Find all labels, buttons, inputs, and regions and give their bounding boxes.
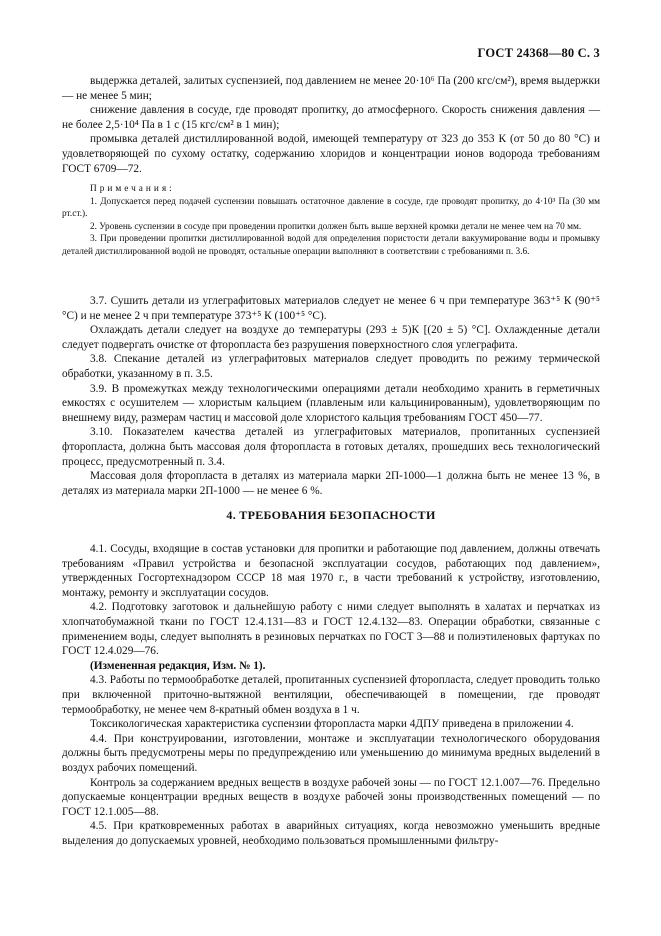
section-heading [62, 508, 600, 523]
notes-block [62, 183, 600, 259]
paragraph: 4.1. Сосуды, входящие в состав установки для пропитки и работающие под давлением, должны отвечать требованиям «Правил устройства и безопасной эксплуатации сосудов, работающих под давлением», утвержденных Госгортехнадзором СССР 18 мая 1970 г., в части требований к устройству, изготовлению, монтажу, ремонту и эксплуатации сосудов. [62, 543, 600, 599]
amendment-note: (Измененная редакция, Изм. № 1). [90, 659, 266, 672]
note-item: 2. Уровень суспензии в сосуде при проведении пропитки должен быть выше верхней кромки детали не менее чем на 70 мм. [90, 221, 582, 232]
note-item: 3. При проведении пропитки дистиллированной водой для определения пористости детали вакуумирование воды и промывку деталей дистиллированной водой не проводят, остальные операции выполняют в соответствии с требованиями п. 3.6. [62, 234, 600, 257]
paragraph: Токсикологическая характеристика суспензии фторопласта марки 4ДПУ приведена в приложении 4. [90, 718, 574, 731]
paragraph: 4.4. При конструировании, изготовлении, монтаже и эксплуатации технологического оборудования должны быть предусмотрены меры по предупреждению или уменьшению до минимума вредных выделений в воздух рабочих помещений. [62, 732, 600, 774]
section-body [62, 542, 600, 848]
paragraph: промывка деталей дистиллированной водой, имеющей температуру от 323 до 353 К (от 50 до 80 °С) и удовлетворяющей по сухому остатку, содержанию хлоридов и концентрации ионов водорода требованиям ГОСТ 6709—72. [62, 133, 600, 175]
paragraph: Контроль за содержанием вредных веществ в воздухе рабочей зоны — по ГОСТ 12.1.007—76. Предельно допускаемые концентрации вредных веществ в воздухе рабочей зоны производственных помещений — по ГОСТ 12.1.005—88. [62, 776, 600, 818]
clauses-block [62, 294, 600, 498]
clause: 3.7. Сушить детали из углеграфитовых материалов следует не менее 6 ч при температуре 363⁺⁵ К (90⁺⁵ °С) и не менее 2 ч при температуре 373⁺⁵ К (100⁺⁵ °С). [62, 295, 600, 322]
clause: 3.10. Показателем качества деталей из углеграфитовых материалов, пропитанных суспензией фторопласта, должна быть массовая доля фторопласта в готовых деталях, прошедших весь технологический процесс, предусмотренный п. 3.4. [62, 426, 600, 468]
top-paragraphs [62, 74, 600, 176]
paragraph: 4.5. При кратковременных работах в аварийных ситуациях, когда невозможно уменьшить вредные выделения до допускаемых уровней, необходимо пользоваться промышленными фильтру- [62, 820, 600, 847]
clause: Охлаждать детали следует на воздухе до температуры (293 ± 5)К [(20 ± 5) °С]. Охлажденные детали следует подвергать очистке от фторопласта без разрушения поверхностного слоя углеграфита. [62, 324, 600, 351]
clause: 3.8. Спекание деталей из углеграфитовых материалов следует проводить по режиму термической обработки, указанному в п. 3.5. [62, 353, 600, 380]
note-item: 1. Допускается перед подачей суспензии повышать остаточное давление в сосуде, где проводят пропитку, до 4·10³ Па (30 мм рт.ст.). [62, 196, 600, 220]
paragraph: 4.2. Подготовку заготовок и дальнейшую работу с ними следует выполнять в халатах и перчатках из хлопчатобумажной ткани по ГОСТ 12.4.131—83 и ГОСТ 12.4.132—83. Операции обработки, связанные с применением воды, следует выполнять в резиновых перчатках по ГОСТ 3—88 и полиэтиленовых фартуках по ГОСТ 12.4.029—76. [62, 601, 600, 658]
section-title: 4. ТРЕБОВАНИЯ БЕЗОПАСНОСТИ [226, 508, 436, 522]
paragraph: снижение давления в сосуде, где проводят пропитку, до атмосферного. Скорость снижения давления — не более 2,5·10⁴ Па в 1 с (15 кгс/см² в 1 мин); [62, 104, 600, 131]
paragraph: 4.3. Работы по термообработке деталей, пропитанных суспензией фторопласта, следует проводить только при включенной приточно-вытяжной вентиляции, обеспечивающей в помещении, где проводят термообработку, не менее чем 8-кратный обмен воздуха в 1 ч. [62, 674, 601, 716]
notes-title: Примечания: [90, 184, 175, 194]
clause: 3.9. В промежутках между технологическими операциями детали необходимо хранить в герметичных емкостях с осушителем — хлористым кальцием (плавленым или кальцинированным), удовлетворяющим по внешнему виду, размерам частиц и массовой доле хлористого кальция требованиям ГОСТ 450—77. [62, 382, 600, 424]
paragraph: выдержка деталей, залитых суспензией, под давлением не менее 20·10⁶ Па (200 кгс/см²), время выдержки — не менее 5 мин; [62, 75, 600, 102]
page-header: ГОСТ 24368—80 С. 3 [477, 46, 600, 60]
clause: Массовая доля фторопласта в деталях из материала марки 2П-1000—1 должна быть не менее 13 %, в деталях из материала марки 2П-1000 — не менее 6 %. [62, 470, 600, 497]
